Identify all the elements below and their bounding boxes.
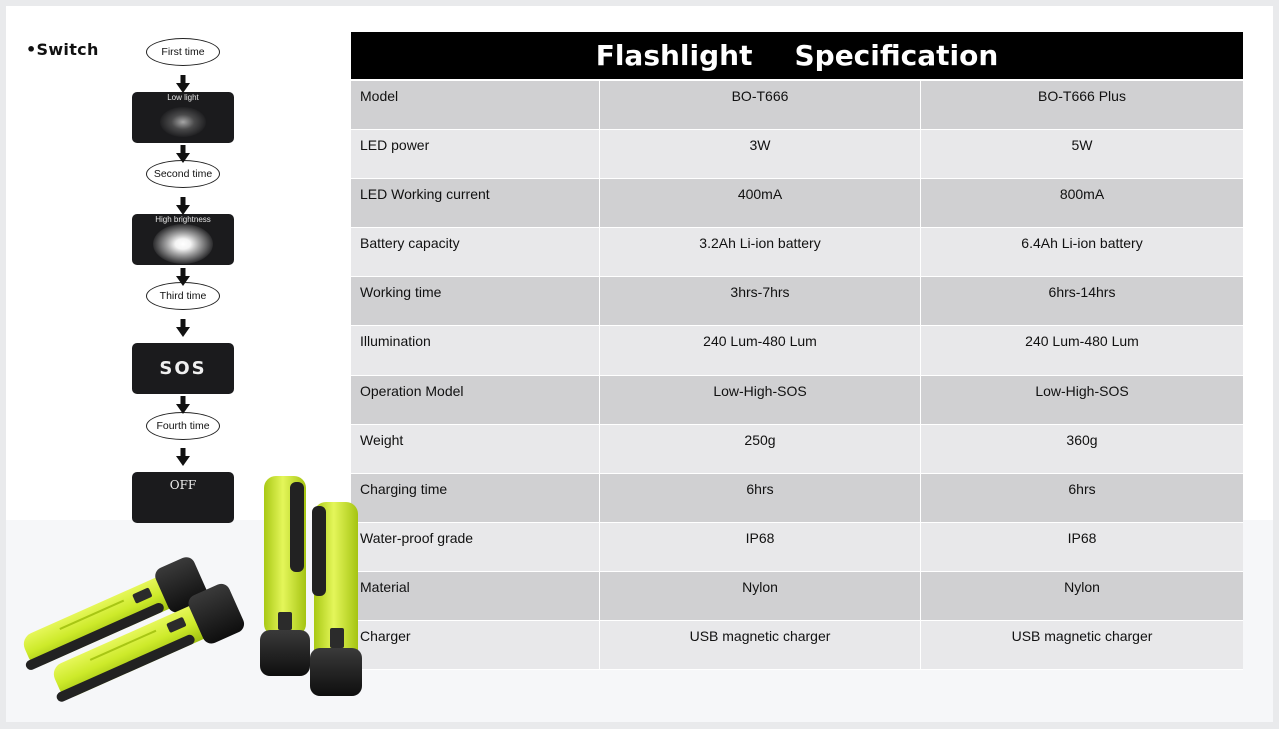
mode-text: SOS [159, 358, 207, 379]
model-bo-t666-cell: 250g [600, 425, 921, 473]
press-count-label: Fourth time [146, 412, 220, 440]
mode-caption: Low light [167, 93, 199, 102]
table-body [351, 81, 1243, 670]
switch-mode-panel [132, 343, 234, 394]
spec-name-cell: Weight [351, 425, 600, 473]
table-row [351, 474, 1243, 523]
table-row [351, 130, 1243, 179]
spec-name-cell: Charger [351, 621, 600, 669]
table-row [351, 572, 1243, 621]
press-count-label: First time [146, 38, 220, 66]
model-bo-t666-plus-cell: 360g [1066, 431, 1098, 448]
table-title-part1: Flashlight [595, 39, 753, 72]
light-glow-high [153, 224, 213, 264]
model-bo-t666-plus-cell: 5W [1071, 137, 1093, 154]
table-row [351, 277, 1243, 326]
model-bo-t666-cell: 3hrs-7hrs [600, 277, 921, 325]
spec-name-cell: Model [351, 81, 600, 129]
switch-mode-panel [132, 92, 234, 143]
light-glow-low [160, 107, 206, 137]
model-bo-t666-plus-cell: IP68 [1067, 529, 1097, 546]
switch-heading: •Switch [26, 40, 99, 59]
down-arrow-icon [176, 319, 190, 337]
model-bo-t666-cell: Low-High-SOS [600, 376, 921, 424]
spec-name-cell: Operation Model [351, 376, 600, 424]
model-bo-t666-cell: 3.2Ah Li-ion battery [600, 228, 921, 276]
table-title [351, 32, 1243, 79]
flashlight-standing-left [260, 476, 310, 676]
model-bo-t666-plus-cell: BO-T666 Plus [1038, 88, 1126, 104]
down-arrow-icon [176, 145, 190, 163]
table-row [351, 228, 1243, 277]
table-row [351, 621, 1243, 670]
model-bo-t666-plus-cell: USB magnetic charger [1011, 628, 1153, 645]
model-bo-t666-cell: Nylon [600, 572, 921, 620]
switch-press-step [132, 38, 234, 66]
mode-panel-low [132, 92, 234, 143]
down-arrow-icon [176, 75, 190, 93]
spec-name-cell: Illumination [351, 326, 600, 374]
down-arrow-icon [176, 268, 190, 286]
switch-press-step [132, 282, 234, 310]
down-arrow-icon [176, 197, 190, 215]
table-row [351, 179, 1243, 228]
mode-panel-high [132, 214, 234, 265]
model-bo-t666-plus-cell: Nylon [1064, 578, 1100, 595]
spec-name-cell: Water-proof grade [351, 523, 600, 571]
specification-table [351, 32, 1243, 670]
model-bo-t666-cell: USB magnetic charger [600, 621, 921, 669]
spec-name-cell: Material [351, 572, 600, 620]
press-count-label: Third time [146, 282, 220, 310]
model-bo-t666-plus-cell: 240 Lum-480 Lum [1025, 333, 1139, 350]
flashlight-standing-right [310, 502, 362, 696]
model-bo-t666-cell: 3W [600, 130, 921, 178]
model-bo-t666-cell: 240 Lum-480 Lum [600, 326, 921, 374]
table-row [351, 81, 1243, 130]
table-row [351, 425, 1243, 474]
model-bo-t666-plus-cell: Low-High-SOS [1035, 382, 1129, 399]
table-row [351, 523, 1243, 572]
table-row [351, 326, 1243, 375]
table-row [351, 376, 1243, 425]
model-bo-t666-plus-cell: 800mA [1059, 186, 1105, 203]
spec-name-cell: LED power [351, 130, 600, 178]
mode-panel-sos [132, 343, 234, 394]
spec-name-cell: LED Working current [351, 179, 600, 227]
model-bo-t666-plus-cell: 6hrs-14hrs [1048, 284, 1116, 301]
model-bo-t666-plus-cell: 6hrs [1068, 480, 1096, 497]
switch-press-step [132, 412, 234, 440]
switch-press-step [132, 160, 234, 188]
mode-text: OFF [169, 478, 197, 492]
model-bo-t666-plus-cell: 6.4Ah Li-ion battery [1021, 235, 1143, 252]
model-bo-t666-cell: 6hrs [600, 474, 921, 522]
spec-name-cell: Battery capacity [351, 228, 600, 276]
spec-name-cell: Charging time [351, 474, 600, 522]
down-arrow-icon [176, 396, 190, 414]
model-bo-t666-cell: 400mA [600, 179, 921, 227]
slide [6, 6, 1273, 722]
table-title-part2: Specification [794, 39, 999, 72]
switch-mode-panel [132, 214, 234, 265]
mode-caption: High brightness [155, 215, 211, 224]
spec-name-cell: Working time [351, 277, 600, 325]
press-count-label: Second time [146, 160, 220, 188]
flashlights-illustration [6, 462, 366, 722]
model-bo-t666-cell: IP68 [600, 523, 921, 571]
model-bo-t666-cell: BO-T666 [600, 81, 921, 129]
